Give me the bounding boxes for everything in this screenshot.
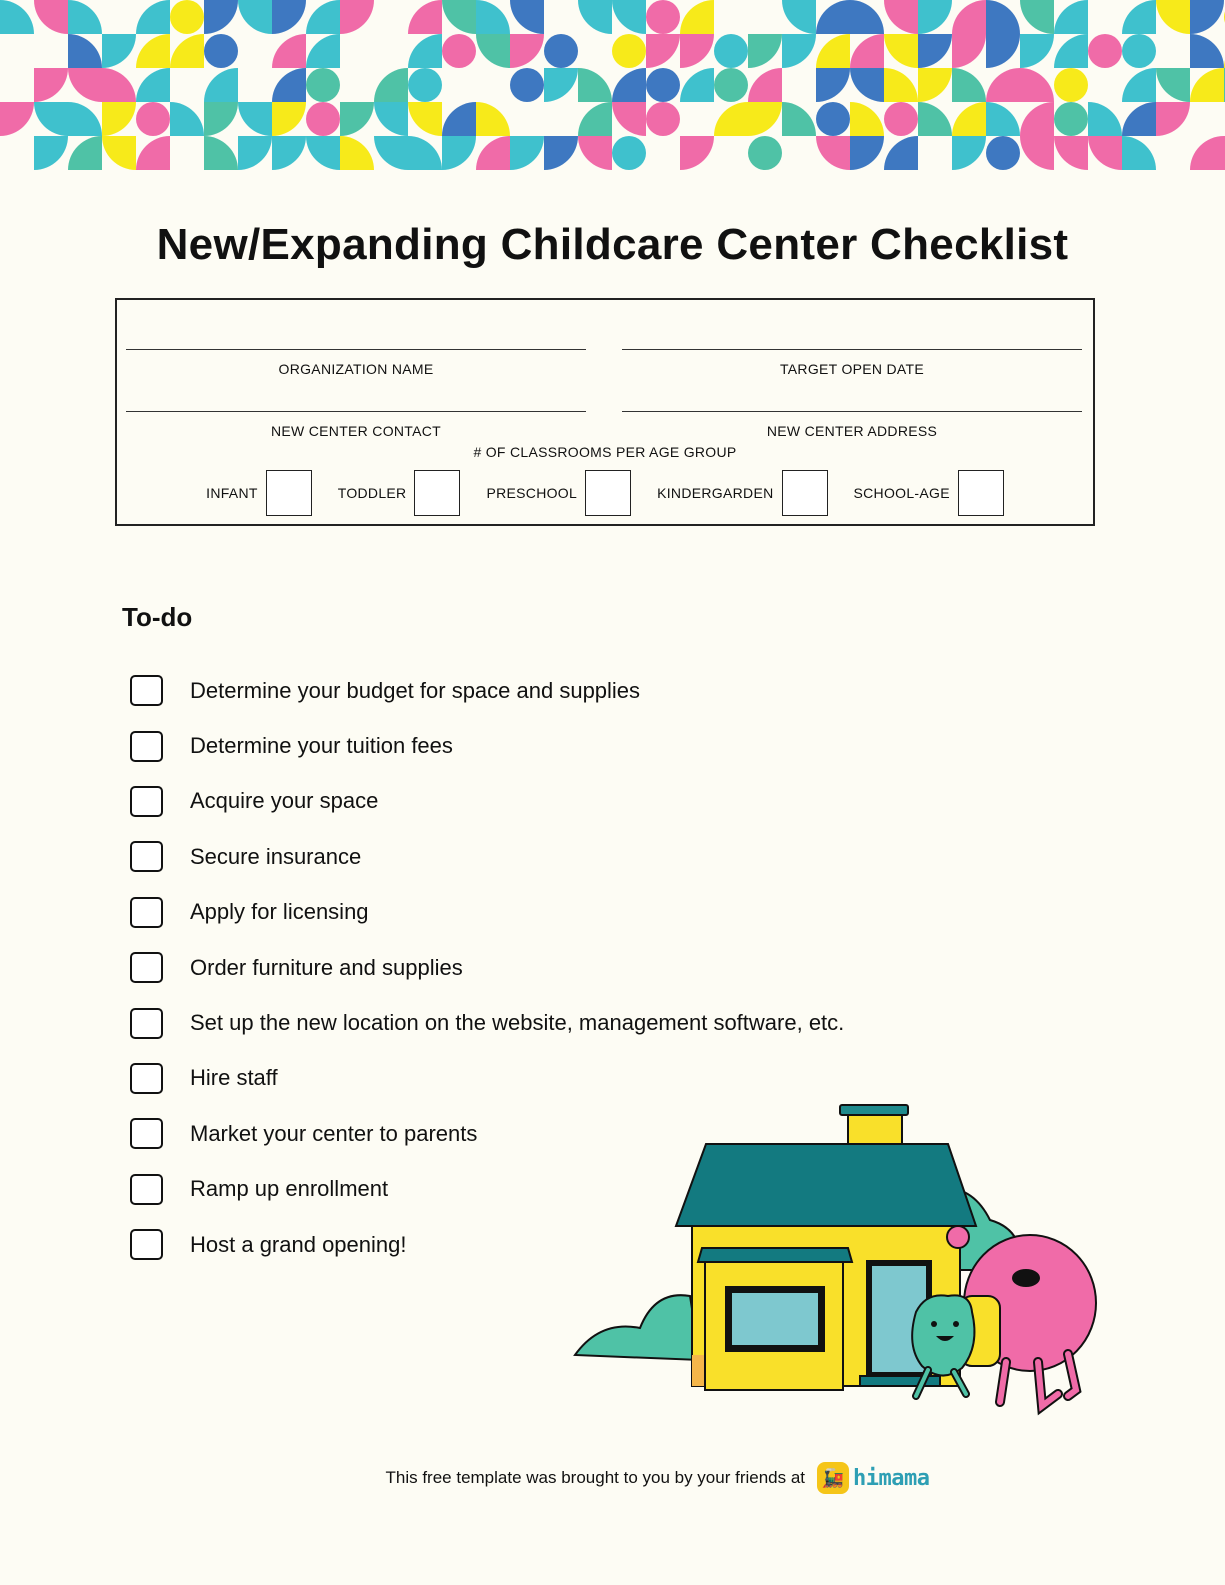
pattern-shape — [544, 68, 578, 102]
pattern-shape — [1020, 68, 1054, 102]
pattern-shape — [884, 136, 918, 170]
himama-logo[interactable] — [817, 1462, 929, 1494]
pattern-shape — [204, 136, 238, 170]
pattern-shape — [136, 68, 170, 102]
pattern-shape — [510, 68, 544, 102]
age-group-kindergarden — [657, 470, 827, 516]
todo-item-text: Determine your tuition fees — [190, 733, 453, 759]
pattern-shape — [918, 68, 952, 102]
pattern-shape — [816, 34, 850, 68]
todo-checkbox[interactable] — [130, 675, 163, 706]
pattern-shape — [952, 136, 986, 170]
pattern-shape — [102, 68, 136, 102]
pattern-shape — [816, 136, 850, 170]
classrooms-heading: # OF CLASSROOMS PER AGE GROUP — [473, 444, 737, 460]
pattern-shape — [1122, 102, 1156, 136]
age-group-label: SCHOOL-AGE — [853, 485, 950, 501]
pattern-shape — [1190, 0, 1224, 34]
age-group-label: INFANT — [206, 485, 258, 501]
age-group-label: PRESCHOOL — [486, 485, 578, 501]
pattern-shape — [986, 68, 1020, 102]
pattern-shape — [1020, 136, 1054, 170]
pattern-shape — [918, 102, 952, 136]
pattern-shape — [986, 136, 1020, 170]
pattern-shape — [612, 34, 646, 68]
pattern-shape — [1122, 0, 1156, 34]
pattern-shape — [680, 0, 714, 34]
pattern-shape — [272, 102, 306, 136]
todo-item-text: Host a grand opening! — [190, 1231, 407, 1257]
todo-item-text: Ramp up enrollment — [190, 1176, 389, 1202]
pattern-shape — [714, 68, 748, 102]
todo-checkbox[interactable] — [130, 1008, 163, 1039]
pattern-shape — [1054, 102, 1088, 136]
todo-item-text: Determine your budget for space and supplies — [190, 677, 641, 703]
pattern-shape — [306, 0, 340, 34]
pattern-shape — [136, 136, 170, 170]
pattern-shape — [986, 34, 1020, 68]
pattern-shape — [714, 34, 748, 68]
pattern-shape — [1020, 102, 1054, 136]
pattern-shape — [850, 68, 884, 102]
pattern-shape — [340, 136, 374, 170]
age-group-label: KINDERGARDEN — [657, 485, 774, 501]
pattern-shape — [1020, 34, 1054, 68]
pattern-shape — [850, 136, 884, 170]
pattern-shape — [680, 68, 714, 102]
pattern-shape — [748, 68, 782, 102]
todo-checkbox[interactable] — [130, 841, 163, 872]
pattern-shape — [306, 102, 340, 136]
pattern-shape — [646, 34, 680, 68]
pattern-shape — [884, 68, 918, 102]
pattern-shape — [476, 34, 510, 68]
age-group-preschool — [486, 470, 631, 516]
target-open-date-line — [622, 349, 1082, 350]
pattern-shape — [578, 136, 612, 170]
todo-checkbox[interactable] — [130, 786, 163, 817]
pattern-shape — [612, 136, 646, 170]
pattern-shape — [0, 0, 34, 34]
pattern-shape — [272, 68, 306, 102]
pattern-shape — [408, 0, 442, 34]
pattern-shape — [680, 34, 714, 68]
pattern-shape — [952, 0, 986, 34]
organization-name-field[interactable] — [126, 349, 586, 377]
target-open-date-label: TARGET OPEN DATE — [779, 361, 925, 377]
pattern-shape — [408, 34, 442, 68]
pattern-shape — [34, 0, 68, 34]
toddler-count-box[interactable] — [414, 470, 460, 516]
pattern-shape — [952, 102, 986, 136]
pattern-shape — [578, 102, 612, 136]
age-group-infant — [206, 470, 312, 516]
age-group-row — [117, 470, 1093, 516]
pattern-shape — [204, 68, 238, 102]
new-center-contact-label: NEW CENTER CONTACT — [270, 423, 442, 439]
pattern-shape — [544, 136, 578, 170]
pattern-shape — [952, 68, 986, 102]
pattern-shape — [510, 136, 544, 170]
pattern-shape — [1122, 34, 1156, 68]
pattern-shape — [1088, 34, 1122, 68]
pattern-shape — [374, 102, 408, 136]
center-info-form — [115, 298, 1095, 526]
pattern-shape — [408, 102, 442, 136]
pattern-shape — [1054, 34, 1088, 68]
pattern-shape — [476, 102, 510, 136]
pattern-shape — [578, 68, 612, 102]
pattern-shape — [816, 0, 850, 34]
pattern-shape — [1054, 68, 1088, 102]
pattern-shape — [1156, 68, 1190, 102]
decorative-pattern-banner — [0, 0, 1225, 175]
train-icon: 🚂 — [817, 1462, 849, 1494]
pattern-shape — [510, 0, 544, 34]
pattern-shape — [884, 34, 918, 68]
pattern-shape — [442, 0, 476, 34]
target-open-date-field[interactable] — [622, 349, 1082, 377]
pattern-shape — [170, 34, 204, 68]
pattern-shape — [1156, 102, 1190, 136]
pattern-shape — [544, 34, 578, 68]
pattern-shape — [102, 136, 136, 170]
new-center-address-field[interactable] — [622, 411, 1082, 439]
todo-checkbox[interactable] — [130, 1118, 163, 1149]
pattern-shape — [1020, 0, 1054, 34]
pattern-shape — [136, 102, 170, 136]
organization-name-line — [126, 349, 586, 350]
pattern-shape — [374, 68, 408, 102]
pattern-shape — [952, 34, 986, 68]
pattern-shape — [476, 136, 510, 170]
pattern-shape — [1122, 68, 1156, 102]
pattern-shape — [782, 0, 816, 34]
age-group-school-age — [854, 470, 1004, 516]
house-characters-illustration — [570, 1100, 1110, 1420]
todo-item — [130, 774, 844, 829]
pattern-shape — [646, 68, 680, 102]
todo-item — [130, 829, 844, 884]
pattern-shape — [1190, 68, 1224, 102]
pattern-shape — [136, 0, 170, 34]
pattern-shape — [238, 102, 272, 136]
todo-item — [130, 1051, 844, 1106]
age-group-label: TODDLER — [337, 485, 407, 501]
pattern-shape — [68, 0, 102, 34]
pattern-shape — [238, 0, 272, 34]
footer — [0, 1462, 1225, 1494]
pattern-shape — [306, 34, 340, 68]
pattern-shape — [306, 136, 340, 170]
pattern-shape — [272, 34, 306, 68]
pattern-shape — [1190, 34, 1224, 68]
todo-item — [130, 885, 844, 940]
pattern-shape — [748, 102, 782, 136]
age-group-toddler — [338, 470, 461, 516]
school-age-count-box[interactable] — [958, 470, 1004, 516]
pattern-shape — [986, 102, 1020, 136]
pattern-shape — [680, 136, 714, 170]
pattern-shape — [476, 0, 510, 34]
pattern-shape — [782, 34, 816, 68]
pattern-shape — [1156, 0, 1190, 34]
pattern-shape — [68, 136, 102, 170]
todo-item — [130, 995, 844, 1050]
pattern-shape — [816, 102, 850, 136]
pattern-shape — [238, 136, 272, 170]
pattern-shape — [918, 0, 952, 34]
todo-item-text: Secure insurance — [190, 843, 362, 869]
todo-checkbox[interactable] — [130, 1229, 163, 1260]
pattern-shape — [34, 136, 68, 170]
pattern-shape — [408, 68, 442, 102]
pattern-shape — [748, 34, 782, 68]
pattern-shape — [68, 34, 102, 68]
pattern-shape — [442, 34, 476, 68]
pattern-shape — [374, 136, 408, 170]
pattern-shape — [510, 34, 544, 68]
pattern-shape — [1054, 0, 1088, 34]
pattern-shape — [340, 0, 374, 34]
pattern-shape — [170, 0, 204, 34]
pattern-shape — [612, 0, 646, 34]
pattern-shape — [34, 68, 68, 102]
pattern-shape — [340, 102, 374, 136]
todo-checkbox[interactable] — [130, 952, 163, 983]
pattern-shape — [884, 0, 918, 34]
pattern-shape — [170, 102, 204, 136]
preschool-count-box[interactable] — [585, 470, 631, 516]
pattern-shape — [612, 102, 646, 136]
kindergarden-count-box[interactable] — [782, 470, 828, 516]
pattern-shape — [1122, 136, 1156, 170]
todo-item-text: Acquire your space — [190, 788, 379, 814]
pattern-shape — [408, 136, 442, 170]
new-center-address-label: NEW CENTER ADDRESS — [766, 423, 938, 439]
todo-item — [130, 663, 844, 718]
todo-item — [130, 940, 844, 995]
pattern-shape — [0, 102, 34, 136]
page-title: New/Expanding Childcare Center Checklist — [156, 220, 1069, 269]
pattern-shape — [850, 102, 884, 136]
pattern-shape — [1054, 136, 1088, 170]
new-center-address-line — [622, 411, 1082, 412]
pattern-shape — [1190, 136, 1224, 170]
todo-item-text: Hire staff — [190, 1065, 278, 1091]
pattern-shape — [578, 0, 612, 34]
pattern-shape — [884, 102, 918, 136]
pattern-shape — [850, 0, 884, 34]
todo-item-text: Order furniture and supplies — [190, 954, 463, 980]
pattern-shape — [646, 0, 680, 34]
pattern-shape — [306, 68, 340, 102]
pattern-shape — [1088, 102, 1122, 136]
todo-checkbox[interactable] — [130, 1063, 163, 1094]
todo-checkbox[interactable] — [130, 1174, 163, 1205]
pattern-shape — [918, 34, 952, 68]
infant-count-box[interactable] — [266, 470, 312, 516]
pattern-shape — [102, 102, 136, 136]
footer-text: This free template was brought to you by your friends at — [385, 1468, 806, 1487]
pattern-shape — [204, 0, 238, 34]
pattern-shape — [272, 136, 306, 170]
pattern-shape — [816, 68, 850, 102]
todo-item-text: Apply for licensing — [190, 899, 369, 925]
pattern-shape — [442, 136, 476, 170]
pattern-shape — [204, 102, 238, 136]
pattern-shape — [34, 102, 68, 136]
organization-name-label: ORGANIZATION NAME — [278, 361, 434, 377]
pattern-shape — [68, 68, 102, 102]
todo-heading: To-do — [122, 602, 193, 632]
todo-item-text: Market your center to parents — [190, 1120, 478, 1146]
pattern-shape — [204, 34, 238, 68]
todo-checkbox[interactable] — [130, 731, 163, 762]
pattern-shape — [986, 0, 1020, 34]
new-center-contact-field[interactable] — [126, 411, 586, 439]
pattern-shape — [850, 34, 884, 68]
todo-checkbox[interactable] — [130, 897, 163, 928]
brand-name: himama — [853, 1465, 930, 1491]
pattern-shape — [612, 68, 646, 102]
pattern-shape — [102, 34, 136, 68]
pattern-shape — [68, 102, 102, 136]
pattern-shape — [748, 136, 782, 170]
todo-item — [130, 718, 844, 773]
pattern-shape — [646, 102, 680, 136]
pattern-shape — [136, 34, 170, 68]
pattern-shape — [442, 102, 476, 136]
pattern-shape — [1088, 136, 1122, 170]
pattern-shape — [272, 0, 306, 34]
pattern-shape — [782, 102, 816, 136]
todo-item-text: Set up the new location on the website, management software, etc. — [190, 1010, 845, 1036]
pattern-shape — [714, 102, 748, 136]
new-center-contact-line — [126, 411, 586, 412]
